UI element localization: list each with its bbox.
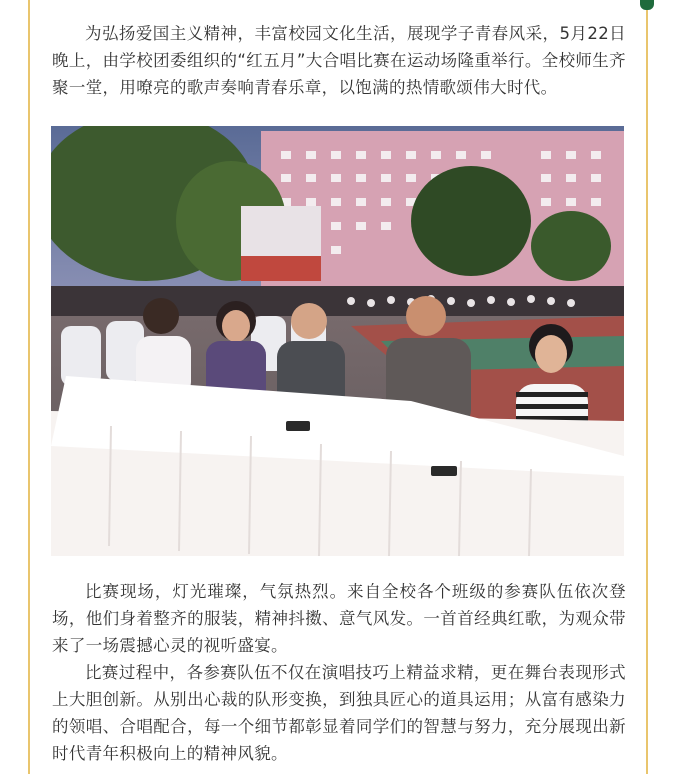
page-frame-right [646, 0, 648, 774]
body-paragraph-scene: 比赛现场，灯光璀璨，气氛热烈。来自全校各个班级的参赛队伍依次登场，他们身着整齐的服装，精神抖擞、意气风发。一首首经典红歌，为观众带来了一场震撼心灵的视听盛宴。 [52, 582, 626, 655]
page-frame-left [28, 0, 30, 774]
event-photo [51, 126, 624, 556]
corner-decoration [640, 0, 654, 10]
body-paragraph-performance: 比赛过程中，各参赛队伍不仅在演唱技巧上精益求精，更在舞台表现形式上大胆创新。从别出心裁的队形变换，到独具匠心的道具运用；从富有感染力的领唱、合唱配合，每一个细节都彰显着同学们的智慧与努力，充分展现出新时代青年积极向上的精神风貌。 [52, 663, 626, 763]
intro-paragraph: 为弘扬爱国主义精神，丰富校园文化生活，展现学子青春风采，5月22日晚上，由学校团委组织的“红五月”大合唱比赛在运动场隆重举行。全校师生齐聚一堂，用嘹亮的歌声奏响青春乐章，以饱满的热情歌颂伟大时代。 [52, 24, 626, 97]
